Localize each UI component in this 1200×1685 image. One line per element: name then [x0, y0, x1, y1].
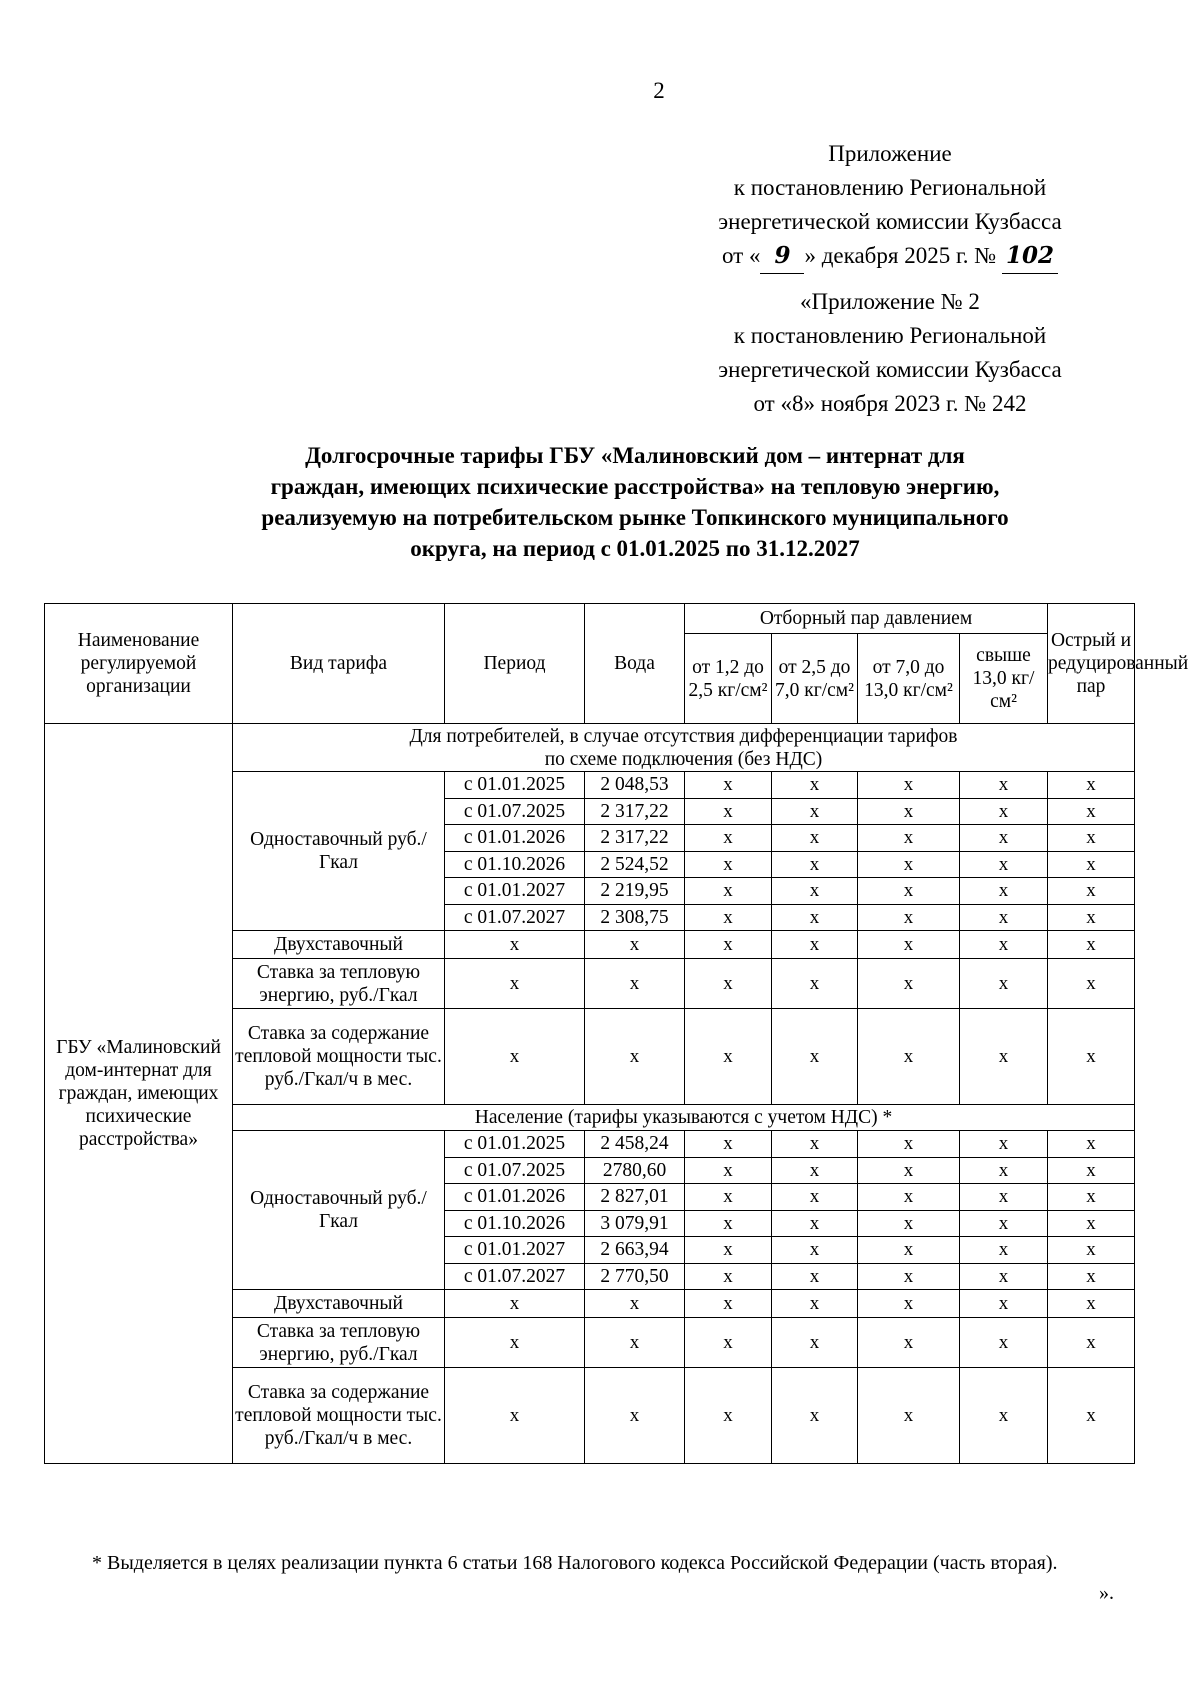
x-mark-cell: x: [960, 1157, 1048, 1184]
x-mark-cell: x: [445, 931, 585, 959]
water-value-cell: 2 219,95: [585, 878, 685, 905]
x-mark-cell: x: [858, 1237, 960, 1264]
x-mark-cell: x: [1048, 825, 1135, 852]
x-mark-cell: x: [772, 1157, 858, 1184]
date-prefix: от «: [721, 243, 761, 268]
capacity-rate-label: Ставка за содержание тепловой мощности тыс. руб./Гкал/ч в мес.: [233, 1368, 445, 1464]
x-mark-cell: x: [858, 1157, 960, 1184]
x-mark-cell: x: [685, 1318, 772, 1368]
x-mark-cell: x: [685, 1263, 772, 1290]
x-mark-cell: x: [772, 851, 858, 878]
x-mark-cell: x: [772, 1263, 858, 1290]
header-steam-1: от 1,2 до 2,5 кг/см²: [685, 634, 772, 724]
x-mark-cell: x: [858, 825, 960, 852]
water-value-cell: 2 458,24: [585, 1131, 685, 1158]
x-mark-cell: x: [960, 1368, 1048, 1464]
x-mark-cell: x: [685, 1184, 772, 1211]
appendix-header-line: к постановлению Региональной: [733, 175, 1047, 200]
x-mark-cell: x: [1048, 904, 1135, 931]
header-water: Вода: [585, 604, 685, 724]
x-mark-cell: x: [858, 798, 960, 825]
x-mark-cell: x: [1048, 798, 1135, 825]
period-cell: с 01.01.2026: [445, 1184, 585, 1211]
x-mark-cell: x: [960, 1263, 1048, 1290]
period-cell: с 01.01.2027: [445, 1237, 585, 1264]
period-cell: с 01.07.2025: [445, 1157, 585, 1184]
x-mark-cell: x: [858, 931, 960, 959]
x-mark-cell: x: [960, 772, 1048, 799]
date-mid: » декабря 2025 г. №: [804, 243, 997, 268]
x-mark-cell: x: [772, 772, 858, 799]
water-value-cell: 2 770,50: [585, 1263, 685, 1290]
x-mark-cell: x: [858, 1368, 960, 1464]
water-value-cell: 2 524,52: [585, 851, 685, 878]
x-mark-cell: x: [772, 931, 858, 959]
x-mark-cell: x: [960, 1210, 1048, 1237]
x-mark-cell: x: [685, 798, 772, 825]
x-mark-cell: x: [772, 1318, 858, 1368]
handwritten-day: 9: [760, 239, 804, 274]
header-steam-group: Отборный пар давлением: [685, 604, 1048, 634]
heat-rate-label: Ставка за тепловую энергию, руб./Гкал: [233, 1318, 445, 1368]
x-mark-cell: x: [772, 798, 858, 825]
appendix2-header-line: энергетической комиссии Кузбасса: [718, 357, 1062, 382]
x-mark-cell: x: [960, 878, 1048, 905]
x-mark-cell: x: [1048, 931, 1135, 959]
water-value-cell: 2 663,94: [585, 1237, 685, 1264]
x-mark-cell: x: [685, 1210, 772, 1237]
x-mark-cell: x: [772, 1184, 858, 1211]
x-mark-cell: x: [585, 1009, 685, 1105]
x-mark-cell: x: [445, 1318, 585, 1368]
x-mark-cell: x: [960, 1290, 1048, 1318]
x-mark-cell: x: [960, 825, 1048, 852]
x-mark-cell: x: [685, 904, 772, 931]
period-cell: с 01.01.2026: [445, 825, 585, 852]
x-mark-cell: x: [858, 1184, 960, 1211]
appendix2-header: [660, 285, 1120, 421]
x-mark-cell: x: [1048, 1131, 1135, 1158]
x-mark-cell: x: [858, 1290, 960, 1318]
x-mark-cell: x: [960, 959, 1048, 1009]
x-mark-cell: x: [585, 959, 685, 1009]
title-line: округа, на период с 01.01.2025 по 31.12.2027: [410, 536, 860, 561]
header-sharp-steam: Острый и редуцированный пар: [1048, 604, 1135, 724]
two-rate-label: Двухставочный: [233, 1290, 445, 1318]
x-mark-cell: x: [685, 1157, 772, 1184]
footnote-closing: ».: [1099, 1582, 1114, 1604]
x-mark-cell: x: [685, 1368, 772, 1464]
period-cell: с 01.10.2026: [445, 1210, 585, 1237]
x-mark-cell: x: [772, 1009, 858, 1105]
appendix-date-line: [660, 239, 1120, 274]
header-tariff-type: Вид тарифа: [233, 604, 445, 724]
x-mark-cell: x: [1048, 959, 1135, 1009]
header-steam-3: от 7,0 до 13,0 кг/см²: [858, 634, 960, 724]
x-mark-cell: x: [772, 1237, 858, 1264]
x-mark-cell: x: [858, 1263, 960, 1290]
water-value-cell: 2780,60: [585, 1157, 685, 1184]
x-mark-cell: x: [772, 825, 858, 852]
x-mark-cell: x: [1048, 1237, 1135, 1264]
x-mark-cell: x: [960, 851, 1048, 878]
section-caption-row: [45, 724, 1135, 772]
x-mark-cell: x: [685, 931, 772, 959]
period-cell: с 01.01.2025: [445, 1131, 585, 1158]
two-rate-label: Двухставочный: [233, 931, 445, 959]
section-caption-line: по схеме подключения (без НДС): [544, 748, 823, 770]
x-mark-cell: x: [772, 1131, 858, 1158]
x-mark-cell: x: [1048, 851, 1135, 878]
header-steam-4: свыше 13,0 кг/см²: [960, 634, 1048, 724]
organization-cell: ГБУ «Малиновский дом-интернат для граждан, имеющих психические расстройства»: [45, 724, 233, 1464]
x-mark-cell: x: [445, 1368, 585, 1464]
x-mark-cell: x: [1048, 1009, 1135, 1105]
water-value-cell: 2 048,53: [585, 772, 685, 799]
x-mark-cell: x: [685, 825, 772, 852]
x-mark-cell: x: [858, 1131, 960, 1158]
heat-rate-label: Ставка за тепловую энергию, руб./Гкал: [233, 959, 445, 1009]
section-caption: [233, 724, 1135, 772]
x-mark-cell: x: [1048, 772, 1135, 799]
page-number: 2: [653, 78, 665, 103]
x-mark-cell: x: [960, 1131, 1048, 1158]
x-mark-cell: x: [960, 1009, 1048, 1105]
appendix2-header-line: «Приложение № 2: [800, 289, 980, 314]
period-cell: с 01.07.2027: [445, 1263, 585, 1290]
title-line: Долгосрочные тарифы ГБУ «Малиновский дом – интернат для: [305, 443, 965, 468]
capacity-rate-label: Ставка за содержание тепловой мощности тыс. руб./Гкал/ч в мес.: [233, 1009, 445, 1105]
x-mark-cell: x: [685, 878, 772, 905]
x-mark-cell: x: [585, 1318, 685, 1368]
title-line: реализуемую на потребительском рынке Топкинского муниципального: [261, 505, 1009, 530]
x-mark-cell: x: [445, 959, 585, 1009]
x-mark-cell: x: [685, 1237, 772, 1264]
water-value-cell: 2 308,75: [585, 904, 685, 931]
section-caption-line: Для потребителей, в случае отсутствия дифференциации тарифов: [409, 725, 958, 747]
x-mark-cell: x: [772, 878, 858, 905]
water-value-cell: 3 079,91: [585, 1210, 685, 1237]
water-value-cell: 2 317,22: [585, 825, 685, 852]
x-mark-cell: x: [445, 1009, 585, 1105]
document-title: [135, 440, 1135, 564]
period-cell: с 01.07.2025: [445, 798, 585, 825]
x-mark-cell: x: [960, 1184, 1048, 1211]
x-mark-cell: x: [772, 959, 858, 1009]
x-mark-cell: x: [685, 851, 772, 878]
appendix2-header-line: от «8» ноября 2023 г. № 242: [753, 391, 1027, 416]
x-mark-cell: x: [858, 851, 960, 878]
x-mark-cell: x: [772, 1368, 858, 1464]
period-cell: с 01.01.2027: [445, 878, 585, 905]
appendix-header: [660, 137, 1120, 274]
x-mark-cell: x: [685, 959, 772, 1009]
period-cell: с 01.10.2026: [445, 851, 585, 878]
x-mark-cell: x: [960, 1237, 1048, 1264]
x-mark-cell: x: [960, 798, 1048, 825]
x-mark-cell: x: [960, 1318, 1048, 1368]
x-mark-cell: x: [858, 1210, 960, 1237]
single-rate-label: Одноставочный руб./Гкал: [233, 1131, 445, 1290]
x-mark-cell: x: [858, 904, 960, 931]
header-org: Наименование регулируемой организации: [45, 604, 233, 724]
x-mark-cell: x: [585, 1368, 685, 1464]
water-value-cell: 2 827,01: [585, 1184, 685, 1211]
x-mark-cell: x: [960, 904, 1048, 931]
title-line: граждан, имеющих психические расстройства» на тепловую энергию,: [270, 474, 1000, 499]
appendix2-header-line: к постановлению Региональной: [733, 323, 1047, 348]
x-mark-cell: x: [858, 878, 960, 905]
single-rate-label: Одноставочный руб./Гкал: [233, 772, 445, 931]
water-value-cell: 2 317,22: [585, 798, 685, 825]
tariff-table: [44, 603, 1189, 1464]
x-mark-cell: x: [1048, 1210, 1135, 1237]
x-mark-cell: x: [1048, 878, 1135, 905]
period-cell: с 01.07.2027: [445, 904, 585, 931]
x-mark-cell: x: [685, 1290, 772, 1318]
handwritten-number: 102: [1002, 239, 1058, 274]
x-mark-cell: x: [685, 1131, 772, 1158]
x-mark-cell: x: [585, 1290, 685, 1318]
appendix-header-line: Приложение: [828, 141, 952, 166]
x-mark-cell: x: [858, 1009, 960, 1105]
appendix-header-line: энергетической комиссии Кузбасса: [718, 209, 1062, 234]
x-mark-cell: x: [1048, 1184, 1135, 1211]
section-caption: Население (тарифы указываются с учетом НДС) *: [233, 1105, 1135, 1131]
period-cell: с 01.01.2025: [445, 772, 585, 799]
x-mark-cell: x: [772, 1210, 858, 1237]
x-mark-cell: x: [445, 1290, 585, 1318]
footnote: [92, 1548, 1132, 1604]
x-mark-cell: x: [858, 772, 960, 799]
header-period: Период: [445, 604, 585, 724]
x-mark-cell: x: [858, 959, 960, 1009]
x-mark-cell: x: [1048, 1290, 1135, 1318]
header-steam-2: от 2,5 до 7,0 кг/см²: [772, 634, 858, 724]
x-mark-cell: x: [1048, 1368, 1135, 1464]
x-mark-cell: x: [685, 1009, 772, 1105]
x-mark-cell: x: [1048, 1263, 1135, 1290]
x-mark-cell: x: [960, 931, 1048, 959]
x-mark-cell: x: [1048, 1157, 1135, 1184]
x-mark-cell: x: [585, 931, 685, 959]
footnote-text: * Выделяется в целях реализации пункта 6 статьи 168 Налогового кодекса Российской Федерации (часть вторая).: [92, 1552, 1058, 1574]
x-mark-cell: x: [772, 1290, 858, 1318]
x-mark-cell: x: [858, 1318, 960, 1368]
x-mark-cell: x: [1048, 1318, 1135, 1368]
x-mark-cell: x: [685, 772, 772, 799]
x-mark-cell: x: [772, 904, 858, 931]
